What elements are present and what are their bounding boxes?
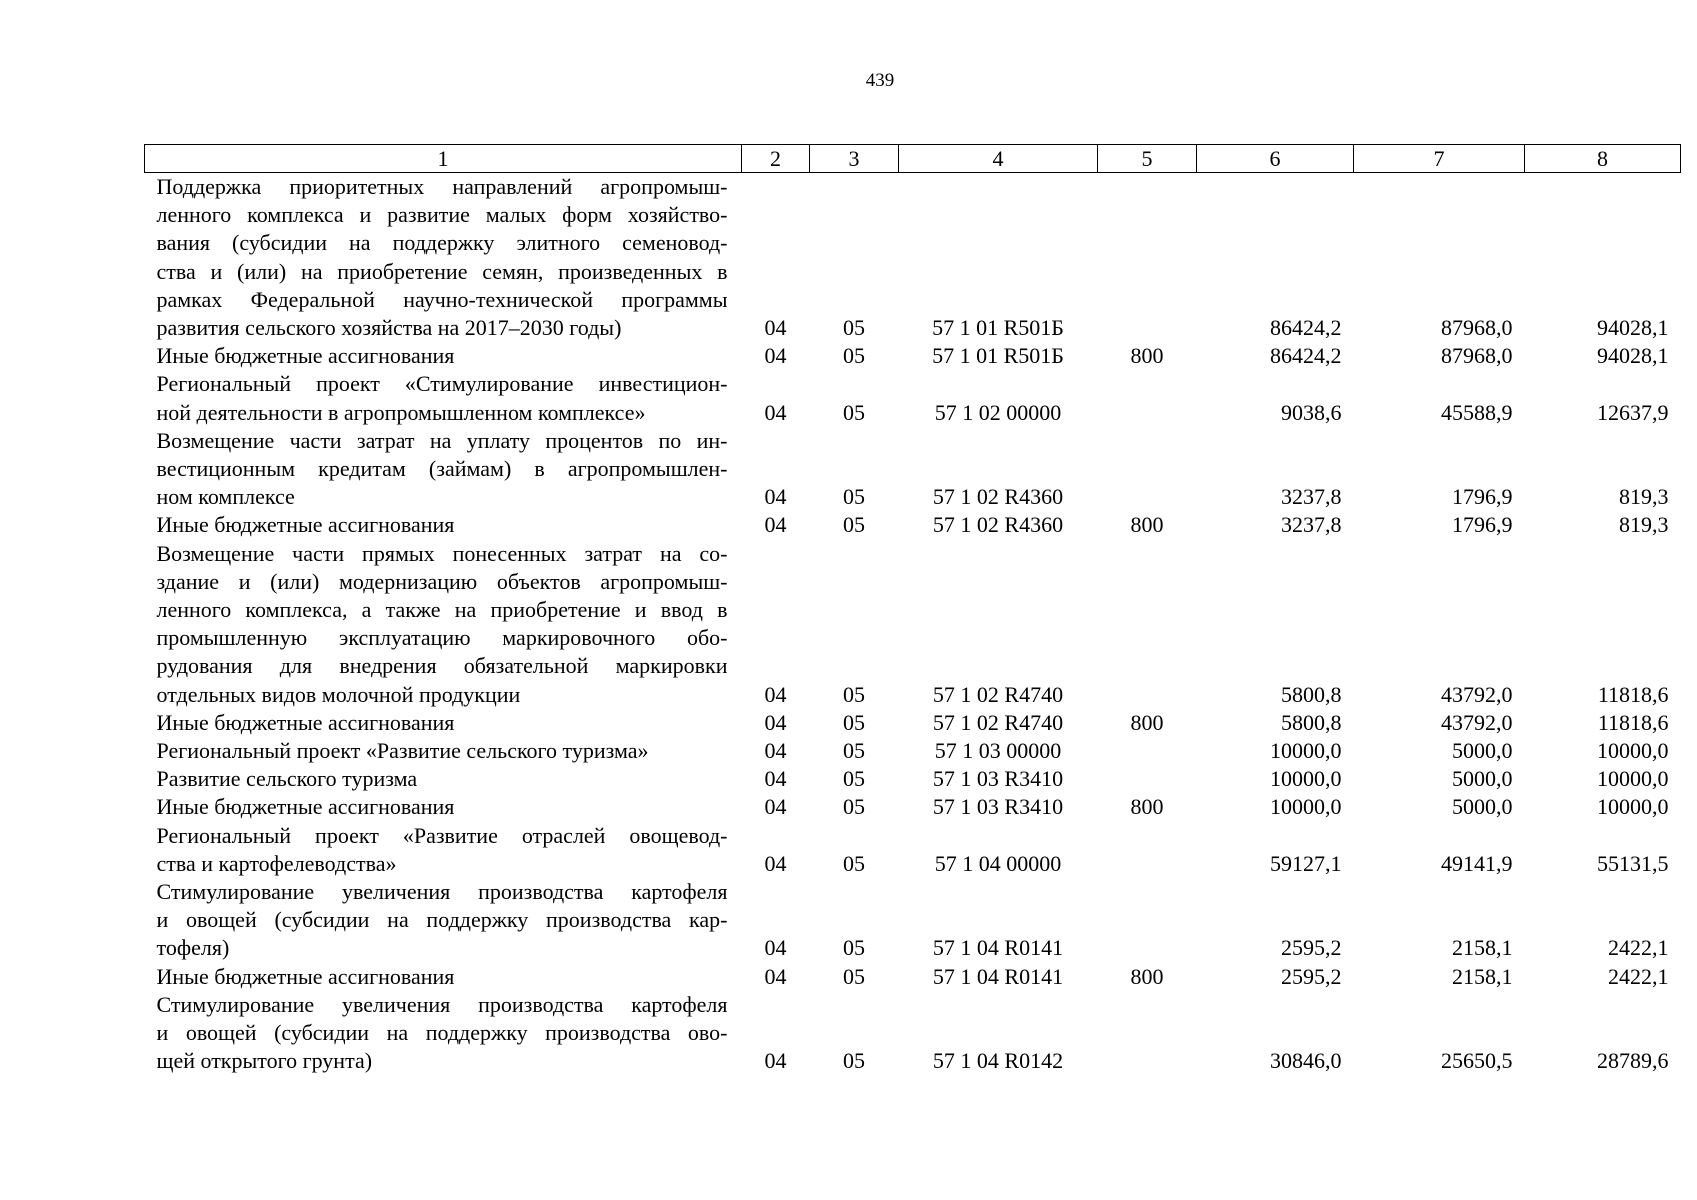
expense-type-code: 800 [1130, 709, 1164, 735]
subsection-code: 05 [843, 935, 865, 961]
amount-col-8: 10000,0 [1597, 766, 1669, 792]
row-name-line: ства и (или) на приобретение семян, произведенных в [156, 258, 728, 284]
table-row [145, 793, 1681, 821]
subsection-code: 05 [843, 484, 865, 510]
table-row [145, 427, 1681, 512]
expense-type-code: 800 [1130, 343, 1164, 369]
row-name [145, 878, 742, 963]
table-row [145, 878, 1681, 963]
amount-col-8: 11818,6 [1597, 709, 1669, 735]
row-name-line: Иные бюджетные ассигнования [156, 963, 455, 989]
row-name-line: тофеля) [156, 935, 230, 961]
table-row [145, 765, 1681, 793]
row-name-line: Иные бюджетные ассигнования [156, 343, 455, 369]
target-article-code: 57 1 04 R0141 [932, 963, 1064, 989]
row-name-line: промышленную эксплуатацию маркировочного обо- [156, 625, 728, 651]
section-code: 04 [764, 512, 787, 538]
section-code: 04 [764, 963, 787, 989]
amount-col-8: 2422,1 [1608, 935, 1669, 961]
section-code: 04 [764, 399, 787, 425]
header-col-6: 6 [1197, 145, 1354, 173]
expense-type-code [1098, 991, 1197, 1076]
row-name-line: Возмещение части затрат на уплату процентов по ин- [156, 427, 728, 453]
amount-col-7: 1796,9 [1452, 484, 1513, 510]
row-name-line: щей открытого грунта) [156, 1048, 373, 1074]
section-code: 04 [764, 766, 787, 792]
row-name-line: ства и картофелеводства» [156, 850, 397, 876]
subsection-code: 05 [843, 963, 865, 989]
amount-col-6: 5800,8 [1281, 709, 1342, 735]
section-code: 04 [764, 315, 787, 341]
header-col-1: 1 [145, 145, 742, 173]
row-name [145, 427, 742, 512]
amount-col-6: 2595,2 [1281, 935, 1342, 961]
subsection-code: 05 [843, 850, 865, 876]
target-article-code: 57 1 02 R4740 [932, 681, 1064, 707]
amount-col-8: 11818,6 [1597, 681, 1669, 707]
section-code: 04 [764, 343, 787, 369]
target-article-code: 57 1 02 R4740 [932, 709, 1064, 735]
expense-type-code: 800 [1130, 963, 1164, 989]
row-name [145, 737, 742, 765]
subsection-code: 05 [843, 709, 865, 735]
amount-col-8: 12637,9 [1597, 399, 1669, 425]
subsection-code: 05 [843, 343, 865, 369]
amount-col-6: 5800,8 [1281, 681, 1342, 707]
amount-col-6: 59127,1 [1270, 850, 1342, 876]
budget-table-container [144, 144, 1680, 1076]
table-row [145, 370, 1681, 426]
amount-col-6: 10000,0 [1270, 738, 1342, 764]
expense-type-code [1098, 878, 1197, 963]
section-code: 04 [764, 484, 787, 510]
amount-col-8: 10000,0 [1597, 794, 1669, 820]
subsection-code: 05 [843, 738, 865, 764]
header-col-3: 3 [810, 145, 899, 173]
amount-col-8: 55131,5 [1597, 850, 1669, 876]
amount-col-6: 10000,0 [1270, 794, 1342, 820]
target-article-code: 57 1 04 00000 [934, 850, 1062, 876]
row-name-line: ном комплексе [156, 484, 295, 510]
row-name-line: вестиционным кредитам (займам) в агропромышлен- [156, 456, 728, 482]
subsection-code: 05 [843, 1048, 865, 1074]
header-col-7: 7 [1354, 145, 1525, 173]
row-name-line: Иные бюджетные ассигнования [156, 512, 455, 538]
row-name-line: Стимулирование увеличения производства картофеля [156, 991, 728, 1017]
row-name-line: ленного комплекса и развитие малых форм хозяйство- [156, 202, 728, 228]
section-code: 04 [764, 1048, 787, 1074]
expense-type-code [1098, 737, 1197, 765]
amount-col-7: 87968,0 [1441, 315, 1513, 341]
expense-type-code [1098, 822, 1197, 878]
row-name [145, 370, 742, 426]
subsection-code: 05 [843, 681, 865, 707]
subsection-code: 05 [843, 766, 865, 792]
row-name [145, 991, 742, 1076]
amount-col-6: 2595,2 [1281, 963, 1342, 989]
amount-col-8: 10000,0 [1597, 738, 1669, 764]
row-name [145, 765, 742, 793]
section-code: 04 [764, 681, 787, 707]
table-row [145, 737, 1681, 765]
row-name-line: вания (субсидии на поддержку элитного семеновод- [156, 230, 728, 256]
target-article-code: 57 1 02 00000 [934, 399, 1062, 425]
row-name-line: Региональный проект «Стимулирование инвестицион- [156, 371, 728, 397]
table-row [145, 963, 1681, 991]
table-row [145, 511, 1681, 539]
row-name [145, 793, 742, 821]
row-name-line: ной деятельности в агропромышленном комплексе» [156, 399, 646, 425]
row-name [145, 173, 742, 343]
expense-type-code [1098, 173, 1197, 343]
row-name-line: ленного комплекса, а также на приобретение и ввод в [156, 597, 728, 623]
amount-col-8: 94028,1 [1597, 343, 1669, 369]
expense-type-code [1098, 370, 1197, 426]
target-article-code: 57 1 04 R0142 [932, 1048, 1064, 1074]
row-name-line: Поддержка приоритетных направлений агропромыш- [156, 174, 728, 199]
amount-col-8: 28789,6 [1597, 1048, 1669, 1074]
target-article-code: 57 1 03 R3410 [932, 794, 1064, 820]
page-number: 439 [865, 70, 895, 91]
row-name-line: отдельных видов молочной продукции [156, 681, 521, 707]
amount-col-7: 45588,9 [1441, 399, 1513, 425]
amount-col-6: 30846,0 [1270, 1048, 1342, 1074]
row-name [145, 709, 742, 737]
target-article-code: 57 1 03 00000 [934, 738, 1062, 764]
header-col-8: 8 [1525, 145, 1681, 173]
row-name-line: рудования для внедрения обязательной маркировки [156, 653, 728, 679]
expense-type-code [1098, 765, 1197, 793]
expense-type-code [1098, 427, 1197, 512]
row-name-line: развития сельского хозяйства на 2017–2030 годы) [156, 315, 622, 341]
table-row [145, 173, 1681, 343]
subsection-code: 05 [843, 512, 865, 538]
table-row [145, 991, 1681, 1076]
amount-col-7: 43792,0 [1441, 681, 1513, 707]
row-name [145, 822, 742, 878]
table-row [145, 342, 1681, 370]
amount-col-6: 86424,2 [1270, 343, 1342, 369]
amount-col-7: 25650,5 [1441, 1048, 1513, 1074]
table-row [145, 822, 1681, 878]
row-name-line: здание и (или) модернизацию объектов агропромыш- [156, 568, 728, 594]
target-article-code: 57 1 02 R4360 [932, 512, 1064, 538]
budget-table [144, 144, 1681, 1076]
amount-col-8: 2422,1 [1608, 963, 1669, 989]
row-name-line: рамках Федеральной научно-технической программы [156, 286, 728, 312]
row-name-line: Стимулирование увеличения производства картофеля [156, 879, 728, 905]
amount-col-7: 43792,0 [1441, 709, 1513, 735]
row-name-line: Возмещение части прямых понесенных затрат на со- [156, 540, 728, 566]
table-body [145, 173, 1681, 1076]
amount-col-7: 1796,9 [1452, 512, 1513, 538]
row-name-line: Региональный проект «Развитие отраслей овощевод- [156, 822, 728, 848]
subsection-code: 05 [843, 315, 865, 341]
target-article-code: 57 1 02 R4360 [932, 484, 1064, 510]
amount-col-8: 819,3 [1619, 512, 1669, 538]
expense-type-code [1098, 540, 1197, 709]
subsection-code: 05 [843, 399, 865, 425]
amount-col-6: 9038,6 [1281, 399, 1342, 425]
target-article-code: 57 1 03 R3410 [932, 766, 1064, 792]
amount-col-7: 2158,1 [1452, 963, 1513, 989]
row-name-line: Региональный проект «Развитие сельского туризма» [156, 738, 649, 764]
target-article-code: 57 1 04 R0141 [932, 935, 1064, 961]
amount-col-6: 10000,0 [1270, 766, 1342, 792]
row-name-line: и овощей (субсидии на поддержку производства ово- [156, 1020, 728, 1046]
amount-col-6: 86424,2 [1270, 315, 1342, 341]
expense-type-code: 800 [1130, 512, 1164, 538]
amount-col-7: 5000,0 [1452, 766, 1513, 792]
amount-col-8: 94028,1 [1597, 315, 1669, 341]
amount-col-7: 49141,9 [1441, 850, 1513, 876]
section-code: 04 [764, 794, 787, 820]
table-row [145, 709, 1681, 737]
row-name-line: Иные бюджетные ассигнования [156, 794, 455, 820]
row-name-line: и овощей (субсидии на поддержку производства кар- [156, 907, 728, 933]
amount-col-7: 5000,0 [1452, 738, 1513, 764]
target-article-code: 57 1 01 R501Б [932, 343, 1064, 369]
header-col-2: 2 [742, 145, 810, 173]
row-name [145, 540, 742, 709]
amount-col-7: 5000,0 [1452, 794, 1513, 820]
amount-col-7: 2158,1 [1452, 935, 1513, 961]
header-row [145, 145, 1681, 173]
section-code: 04 [764, 935, 787, 961]
section-code: 04 [764, 709, 787, 735]
amount-col-6: 3237,8 [1281, 512, 1342, 538]
row-name [145, 342, 742, 370]
target-article-code: 57 1 01 R501Б [932, 315, 1064, 341]
header-col-4: 4 [899, 145, 1098, 173]
amount-col-6: 3237,8 [1281, 484, 1342, 510]
header-col-5: 5 [1098, 145, 1197, 173]
amount-col-7: 87968,0 [1441, 343, 1513, 369]
row-name [145, 511, 742, 539]
row-name [145, 963, 742, 991]
expense-type-code: 800 [1130, 794, 1164, 820]
section-code: 04 [764, 850, 787, 876]
table-row [145, 540, 1681, 709]
row-name-line: Иные бюджетные ассигнования [156, 709, 455, 735]
subsection-code: 05 [843, 794, 865, 820]
section-code: 04 [764, 738, 787, 764]
amount-col-8: 819,3 [1619, 484, 1669, 510]
row-name-line: Развитие сельского туризма [156, 766, 418, 792]
